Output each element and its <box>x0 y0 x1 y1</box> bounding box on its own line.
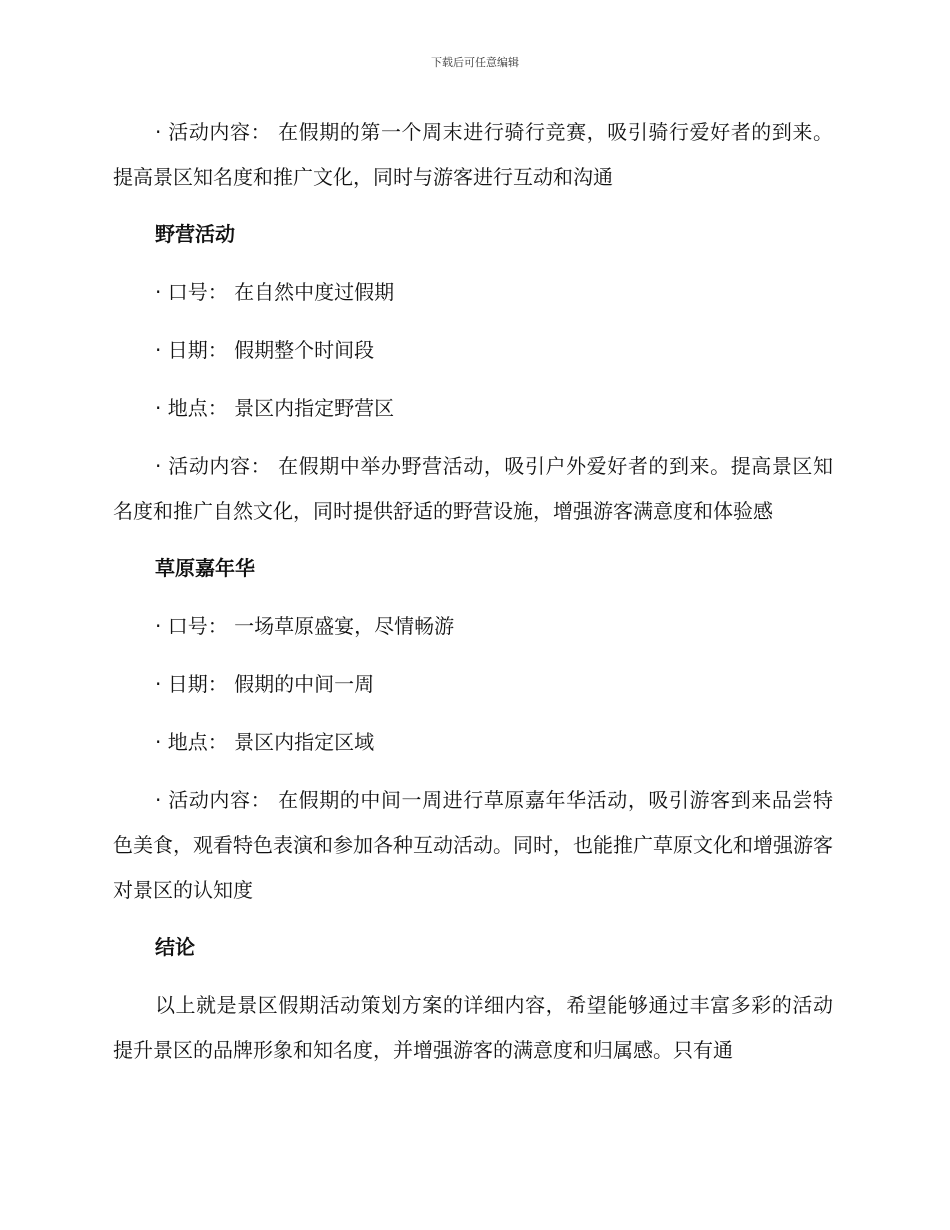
paragraph-cycling-content: · 活动内容： 在假期的第一个周末进行骑行竞赛，吸引骑行爱好者的到来。提高景区知名度和推广文化，同时与游客进行互动和沟通 <box>113 120 833 189</box>
page-header: 下载后可任意编辑 <box>431 56 519 69</box>
document-body <box>113 110 833 1073</box>
paragraph-camping-date: · 日期： 假期整个时间段 <box>155 338 375 362</box>
heading-carnival: 草原嘉年华 <box>155 556 255 580</box>
paragraph-conclusion: 以上就是景区假期活动策划方案的详细内容，希望能够通过丰富多彩的活动提升景区的品牌形象和知名度，并增强游客的满意度和归属感。只有通 <box>113 993 833 1062</box>
paragraph-camping-slogan: · 口号： 在自然中度过假期 <box>155 280 395 304</box>
paragraph-camping-location: · 地点： 景区内指定野营区 <box>155 396 395 420</box>
paragraph-carnival-date: · 日期： 假期的中间一周 <box>155 672 375 696</box>
heading-conclusion: 结论 <box>155 935 195 959</box>
paragraph-carnival-content: · 活动内容： 在假期的中间一周进行草原嘉年华活动，吸引游客到来品尝特色美食，观看特色表演和参加各种互动活动。同时，也能推广草原文化和增强游客对景区的认知度 <box>113 788 833 902</box>
paragraph-carnival-slogan: · 口号： 一场草原盛宴，尽情畅游 <box>155 614 455 638</box>
heading-camping: 野营活动 <box>155 222 235 246</box>
paragraph-carnival-location: · 地点： 景区内指定区域 <box>155 730 375 754</box>
paragraph-camping-content: · 活动内容： 在假期中举办野营活动，吸引户外爱好者的到来。提高景区知名度和推广自然文化，同时提供舒适的野营设施，增强游客满意度和体验感 <box>113 454 833 523</box>
